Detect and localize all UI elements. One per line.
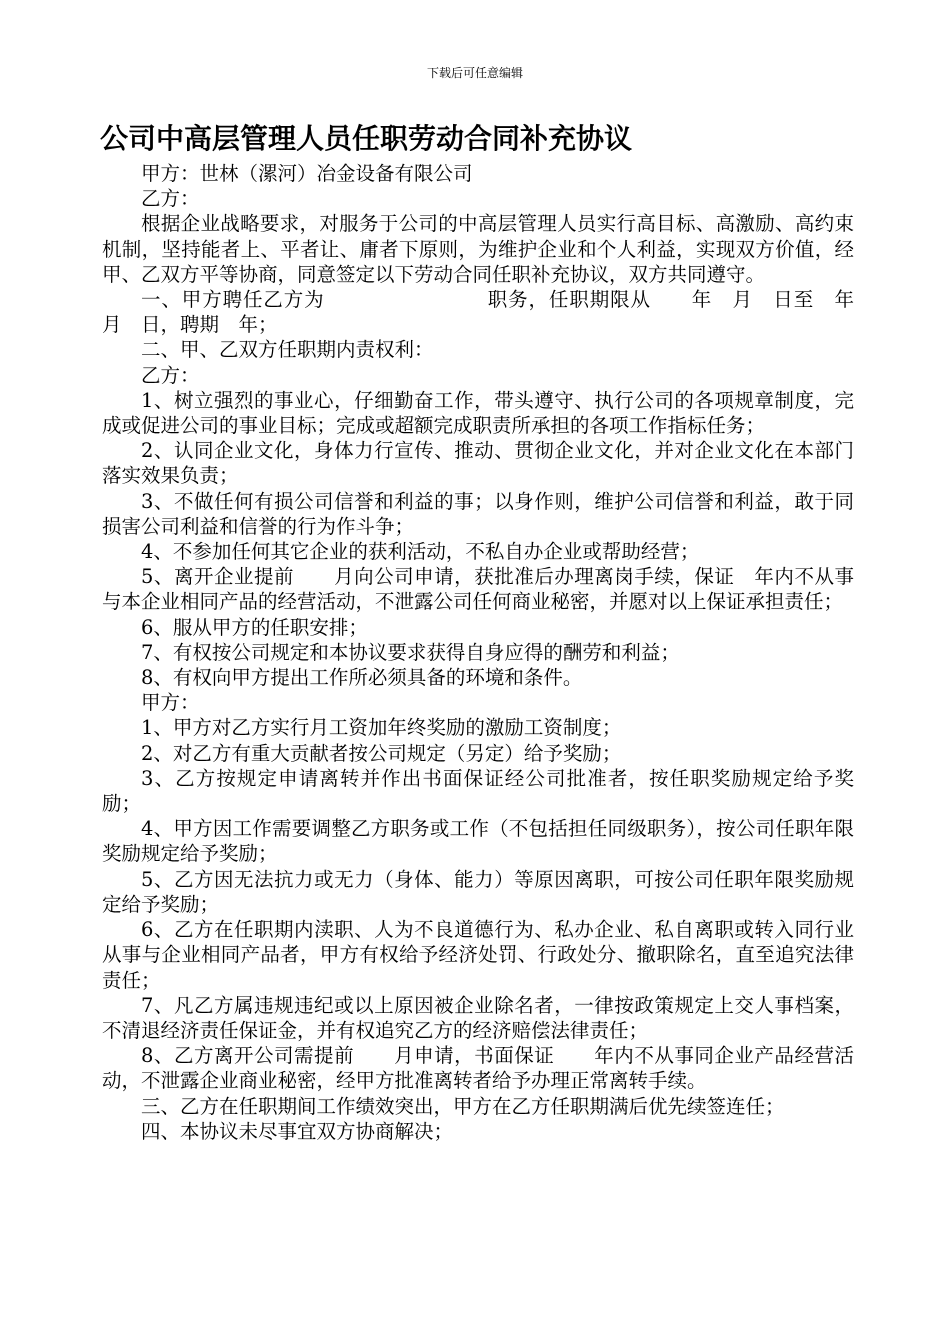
party-a-line: 甲方：世林（漯河）冶金设备有限公司: [141, 162, 473, 185]
party-b-item-3: 3、不做任何有损公司信誉和利益的事；以身作则，维护公司信誉和利益，敢于同损害公司利益和信誉的行为作斗争；: [102, 489, 854, 538]
party-b-duties-heading: 乙方：: [141, 363, 200, 387]
party-b-item-2: 2、认同企业文化，身体力行宣传、推动、贯彻企业文化，并对企业文化在本部门落实效果负责；: [102, 439, 854, 488]
party-a-item-5: 5、乙方因无法抗力或无力（身体、能力）等原因离职，可按公司任职年限奖励规定给予奖励；: [102, 867, 854, 916]
party-a-item-7: 7、凡乙方属违规违纪或以上原因被企业除名者，一律按政策规定上交人事档案，不清退经济责任保证金，并有权追究乙方的经济赔偿法律责任；: [102, 993, 854, 1042]
clause-4: 四、本协议未尽事宜双方协商解决；: [141, 1119, 454, 1143]
party-b-item-4: 4、不参加任何其它企业的获利活动，不私自办企业或帮助经营；: [141, 540, 700, 564]
preamble-paragraph: 根据企业战略要求，对服务于公司的中高层管理人员实行高目标、高激励、高约束机制，坚持能者上、平者让、庸者下原则，为维护企业和个人利益，实现双方价值，经甲、乙双方平等协商，同意签定以下劳动合同任职补充协议，双方共同遵守。: [102, 212, 854, 286]
clause-3: 三、乙方在任职期间工作绩效突出，甲方在乙方任职期满后优先续签连任；: [141, 1094, 785, 1118]
party-a-item-4: 4、甲方因工作需要调整乙方职务或工作（不包括担任同级职务），按公司任职年限奖励规定给予奖励；: [102, 817, 854, 866]
party-a-item-2: 2、对乙方有重大贡献者按公司规定（另定）给予奖励；: [141, 741, 622, 765]
party-b-item-1: 1、树立强烈的事业心，仔细勤奋工作，带头遵守、执行公司的各项规章制度，完成或促进公司的事业目标；完成或超额完成职责所承担的各项工作指标任务；: [102, 388, 854, 438]
party-a-item-3: 3、乙方按规定申请离转并作出书面保证经公司批准者，按任职奖励规定给予奖励；: [102, 766, 854, 816]
party-b-line: 乙方：: [141, 187, 200, 211]
party-a-item-1: 1、甲方对乙方实行月工资加年终奖励的激励工资制度；: [141, 716, 622, 740]
party-b-item-7: 7、有权按公司规定和本协议要求获得自身应得的酬劳和利益；: [141, 640, 680, 664]
header-note: 下载后可任意编辑: [426, 66, 523, 80]
party-b-item-8: 8、有权向甲方提出工作所必须具备的环境和条件。: [141, 666, 583, 690]
document-body: [102, 161, 874, 1144]
document-title: 公司中高层管理人员任职劳动合同补充协议: [100, 122, 633, 155]
clause-1: 一、甲方聘任乙方为 职务，任职期限从 年 月 日至 年 月 日，聘期 年；: [102, 288, 874, 337]
party-b-item-6: 6、服从甲方的任职安排；: [141, 615, 368, 639]
clause-2-heading: 二、甲、乙双方任职期内责权利：: [141, 338, 434, 362]
party-a-item-8: 8、乙方离开公司需提前 月申请，书面保证 年内不从事同企业产品经营活动，不泄露企业商业秘密，经甲方批准离转者给予办理正常离转手续。: [102, 1044, 854, 1093]
party-b-item-5: 5、离开企业提前 月向公司申请，获批准后办理离岗手续，保证 年内不从事与本企业相同产品的经营活动，不泄露公司任何商业秘密，并愿对以上保证承担责任；: [102, 565, 854, 614]
party-a-duties-heading: 甲方：: [141, 691, 200, 715]
party-a-item-6: 6、乙方在任职期内渎职、人为不良道德行为、私办企业、私自离职或转入同行业从事与企业相同产品者，甲方有权给予经济处罚、行政处分、撤职除名，直至追究法律责任；: [102, 918, 854, 992]
